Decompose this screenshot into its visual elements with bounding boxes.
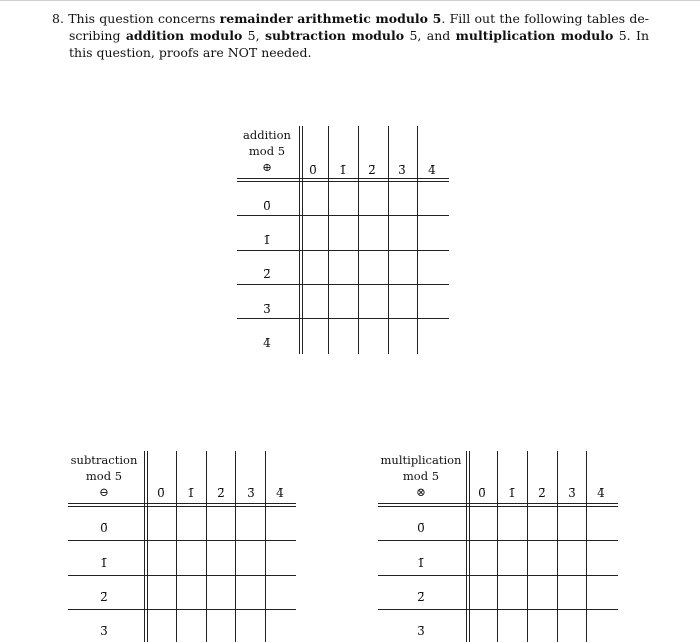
addition-double-rule-b xyxy=(302,126,303,354)
subtraction-col-header-0: 0̄ xyxy=(157,486,165,500)
subtraction-col-rule-2 xyxy=(206,451,207,642)
addition-col-header-2: 2̄ xyxy=(368,163,376,177)
addition-col-rule-2 xyxy=(358,126,359,354)
addition-col-rule-4 xyxy=(417,126,418,354)
subtraction-row-header-1: 1̄ xyxy=(100,556,108,570)
multiplication-double-rule-b xyxy=(469,451,470,642)
subtraction-row-rule-3 xyxy=(68,609,296,610)
subtraction-mod: mod 5 xyxy=(85,469,123,483)
addition-row-rule-4 xyxy=(237,318,449,319)
subtraction-col-header-4: 4̄ xyxy=(276,486,284,500)
multiplication-double-rule-a xyxy=(466,451,467,642)
subtraction-col-header-2: 2̄ xyxy=(217,486,225,500)
multiplication-row-header-1: 1̄ xyxy=(417,556,425,570)
multiplication-row-header-0: 0̄ xyxy=(417,521,425,535)
addition-row-header-3: 3̄ xyxy=(263,302,271,316)
question-text-1: This question concerns xyxy=(68,11,220,26)
addition-row-header-1: 1̄ xyxy=(263,233,271,247)
multiplication-row-rule-3 xyxy=(378,609,618,610)
addition-double-hrule-a xyxy=(237,178,449,179)
multiplication-row-rule-2 xyxy=(378,575,618,576)
multiplication-col-header-1: 1̄ xyxy=(508,486,516,500)
multiplication-row-header-3: 3̄ xyxy=(417,624,425,638)
addition-col-header-0: 0̄ xyxy=(309,163,317,177)
question-text-2: . Fill out the following tables de- scribing xyxy=(69,11,649,43)
multiplication-col-header-4: 4̄ xyxy=(597,486,605,500)
multiplication-col-rule-3 xyxy=(557,451,558,642)
addition-col-rule-3 xyxy=(388,126,389,354)
addition-title: addition xyxy=(243,128,291,142)
addition-double-hrule-b xyxy=(237,181,449,182)
addition-header-label xyxy=(237,127,297,175)
addition-col-rule-1 xyxy=(328,126,329,354)
multiplication-header-label xyxy=(378,452,464,500)
question-text-5: 5. In this question, proofs are NOT needed. xyxy=(69,28,650,60)
multiplication-double-hrule-b xyxy=(378,506,618,507)
addition-row-header-4: 4̄ xyxy=(263,336,271,350)
subtraction-double-hrule-a xyxy=(68,503,296,504)
top-rule xyxy=(0,0,700,1)
subtraction-col-header-3: 3̄ xyxy=(247,486,255,500)
question-bold-3: subtraction modulo xyxy=(264,28,405,43)
subtraction-row-rule-1 xyxy=(68,540,296,541)
multiplication-col-header-3: 3̄ xyxy=(568,486,576,500)
subtraction-double-rule-a xyxy=(144,451,145,642)
subtraction-table xyxy=(68,451,298,642)
question-bold-4: multiplication modulo xyxy=(455,28,614,43)
addition-row-header-2: 2̄ xyxy=(263,267,271,281)
subtraction-double-hrule-b xyxy=(68,506,296,507)
question-text xyxy=(52,10,649,61)
multiplication-double-hrule-a xyxy=(378,503,618,504)
addition-table xyxy=(237,126,449,354)
multiplication-col-rule-1 xyxy=(497,451,498,642)
addition-mod: mod 5 xyxy=(248,144,286,158)
multiplication-row-rule-1 xyxy=(378,540,618,541)
multiplication-col-rule-4 xyxy=(586,451,587,642)
subtraction-operator-symbol: ⊖ xyxy=(99,485,109,499)
subtraction-title: subtraction xyxy=(70,453,138,467)
question-bold-2: addition modulo xyxy=(125,28,243,43)
subtraction-col-header-1: 1̄ xyxy=(187,486,195,500)
question-text-4: 5, and xyxy=(404,28,456,43)
multiplication-col-rule-2 xyxy=(527,451,528,642)
addition-col-header-4: 4̄ xyxy=(428,163,436,177)
multiplication-table xyxy=(378,451,618,642)
addition-row-header-0: 0̄ xyxy=(263,199,271,213)
multiplication-col-header-2: 2̄ xyxy=(538,486,546,500)
subtraction-row-header-3: 3̄ xyxy=(100,624,108,638)
addition-row-rule-3 xyxy=(237,284,449,285)
question-text-3: 5, xyxy=(242,28,265,43)
subtraction-row-header-0: 0̄ xyxy=(100,521,108,535)
multiplication-mod: mod 5 xyxy=(402,469,440,483)
multiplication-operator-symbol: ⊗ xyxy=(416,485,426,499)
subtraction-col-rule-4 xyxy=(265,451,266,642)
subtraction-row-header-2: 2̄ xyxy=(100,590,108,604)
multiplication-title: multiplication xyxy=(380,453,462,467)
question-number: 8. xyxy=(52,11,64,26)
addition-col-header-3: 3̄ xyxy=(398,163,406,177)
multiplication-col-header-0: 0̄ xyxy=(478,486,486,500)
subtraction-row-rule-2 xyxy=(68,575,296,576)
subtraction-header-label xyxy=(68,452,140,500)
question-bold-1: remainder arithmetic modulo 5 xyxy=(219,11,442,26)
multiplication-row-header-2: 2̄ xyxy=(417,590,425,604)
addition-row-rule-2 xyxy=(237,250,449,251)
addition-row-rule-1 xyxy=(237,215,449,216)
addition-operator-symbol: ⊕ xyxy=(262,160,272,174)
subtraction-col-rule-1 xyxy=(176,451,177,642)
addition-col-header-1: 1̄ xyxy=(339,163,347,177)
subtraction-col-rule-3 xyxy=(235,451,236,642)
addition-double-rule-a xyxy=(299,126,300,354)
subtraction-double-rule-b xyxy=(147,451,148,642)
